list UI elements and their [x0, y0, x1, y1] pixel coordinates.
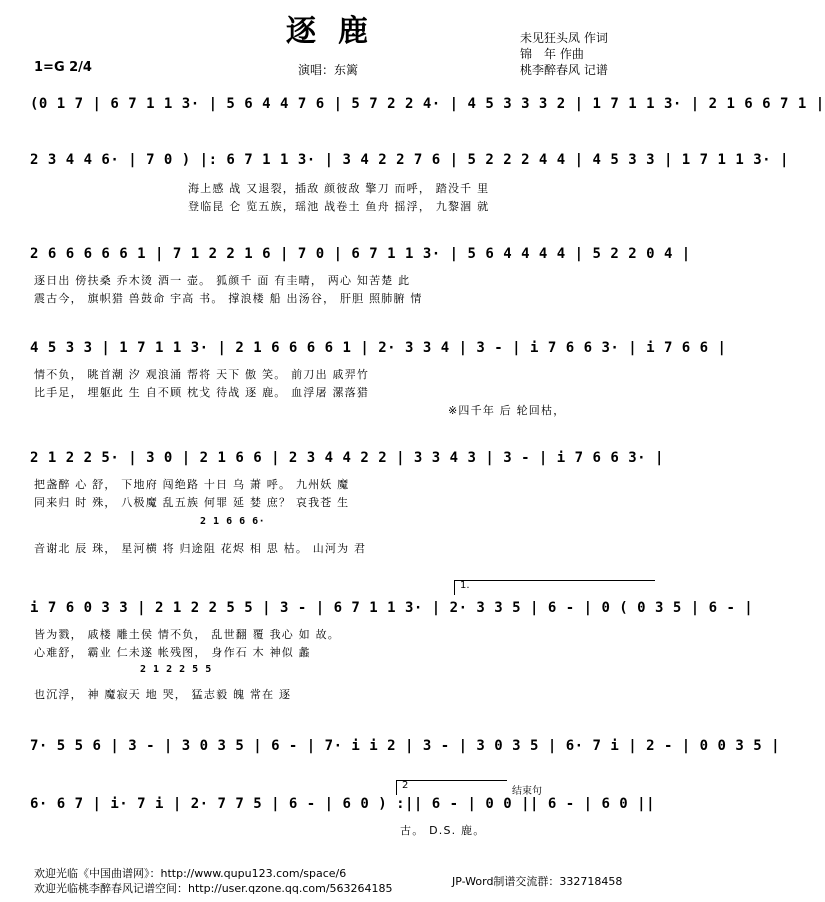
volta-2-label: 2 — [402, 780, 409, 791]
lyric-line: 皆为戮， 戚楼 雕土侯 情不负， 乱世翻 覆 我心 如 故。 — [34, 628, 340, 641]
score-row: (0 1 7 | 6 7 1 1 3· | 5 6 4 4 7 6 | 5 7 2 2 4· | 4 5 3 3 3 2 | 1 7 1 1 3· | 2 1 6 6 7 1 | — [30, 96, 825, 112]
score-row: 2 1 2 2 5· | 3 0 | 2 1 6 6 | 2 3 4 4 2 2 | 3 3 4 3 | 3 - | i 7 6 6 3· | — [30, 450, 664, 466]
credits-block — [520, 30, 608, 78]
singer-credit: 演唱：东篱 — [298, 63, 359, 77]
volta-1-label: 1. — [460, 580, 470, 591]
footer-link-2[interactable]: 欢迎光临桃李醉春风记谱空间：http://user.qzone.qq.com/563264185 — [34, 882, 393, 895]
volta-2 — [396, 780, 507, 795]
key-signature: 1=G 2/4 — [34, 60, 92, 75]
ending-label: 结束句 — [512, 786, 542, 797]
score-row: 2 6 6 6 6 6 1 | 7 1 2 2 1 6 | 7 0 | 6 7 1 1 3· | 5 6 4 4 4 4 | 5 2 2 0 4 | — [30, 246, 691, 262]
footer-group-info: JP-Word制谱交流群：332718458 — [452, 875, 623, 888]
song-title: 逐鹿 — [286, 14, 390, 49]
lyric-line: 把盏醉 心 舒， 下地府 闯绝路 十日 乌 萧 呼。 九州妖 魔 — [34, 478, 350, 491]
transcriber-credit: 桃李醉春风 记谱 — [520, 63, 608, 77]
footer-link-1[interactable]: 欢迎光临《中国曲谱网》：http://www.qupu123.com/space/6 — [34, 867, 347, 880]
footer-links — [34, 866, 393, 896]
lyric-line: 也沉浮， 神 魔寂天 地 哭， 猛志毅 魄 常在 逐 — [34, 688, 292, 701]
ossia-notes: 2 1 2 2 5 5 — [140, 664, 212, 675]
lyric-line: 震古今， 旗帜猎 兽鼓命 宇高 书。 撑浪楼 船 出汤谷， 肝胆 照肺腑 情 — [34, 292, 423, 305]
lyric-line: 音谢北 辰 珠， 星河横 将 归途阻 花烬 相 思 枯。 山河为 君 — [34, 542, 367, 555]
volta-1 — [454, 580, 655, 595]
lyric-line: 情不负， 眺首潮 汐 观浪涌 帮将 天下 傲 笑。 前刀出 戚羿竹 — [34, 368, 370, 381]
score-row: i 7 6 0 3 3 | 2 1 2 2 5 5 | 3 - | 6 7 1 1 3· | 2· 3 3 5 | 6 - | 0 ( 0 3 5 | 6 - | — [30, 600, 754, 616]
lyric-line: 逐日出 傍扶桑 乔木烫 酒一 壶。 狐颜千 面 有圭晴， 两心 知苦楚 此 — [34, 274, 411, 287]
score-row: 2 3 4 4 6· | 7 0 ) |: 6 7 1 1 3· | 3 4 2 2 7 6 | 5 2 2 2 4 4 | 4 5 3 3 | 1 7 1 1 3· | — [30, 152, 789, 168]
lyric-line: 古。 D.S. 鹿。 — [400, 824, 486, 837]
composer-credit: 锦 年 作曲 — [520, 47, 584, 61]
lyric-line: 心难舒， 霸业 仁未遂 帐残图， 身作石 木 神似 蠡 — [34, 646, 311, 659]
score-row: 6· 6 7 | i· 7 i | 2· 7 7 5 | 6 - | 6 0 ) :|| 6 - | 0 0 || 6 - | 6 0 || — [30, 796, 656, 812]
ossia-notes: 2 1 6 6 6· — [200, 516, 266, 527]
lyric-line: 登临昆 仑 览五族，瑶池 战卷土 鱼舟 摇浮， 九黎涸 就 — [188, 200, 490, 213]
lyric-line: 比手足， 埋躯此 生 自不顾 枕戈 待战 逐 鹿。 血浮屠 漯落猎 — [34, 386, 370, 399]
score-row: 4 5 3 3 | 1 7 1 1 3· | 2 1 6 6 6 6 1 | 2· 3 3 4 | 3 - | i 7 6 6 3· | i 7 6 6 | — [30, 340, 727, 356]
lyric-line: 海上感 战 又退裂，插敌 颜彼敌 擎刀 而呼， 踏没千 里 — [188, 182, 490, 195]
score-row: 7· 5 5 6 | 3 - | 3 0 3 5 | 6 - | 7· i i 2 | 3 - | 3 0 3 5 | 6· 7 i | 2 - | 0 0 3 5 | — [30, 738, 781, 754]
lyric-line: ※四千年 后 轮回枯， — [448, 404, 566, 417]
lyric-line: 同来归 时 殊， 八极魔 乱五族 何罪 延 婪 庶？ 哀我苍 生 — [34, 496, 350, 509]
lyricist-credit: 未见狂头凤 作词 — [520, 31, 608, 45]
